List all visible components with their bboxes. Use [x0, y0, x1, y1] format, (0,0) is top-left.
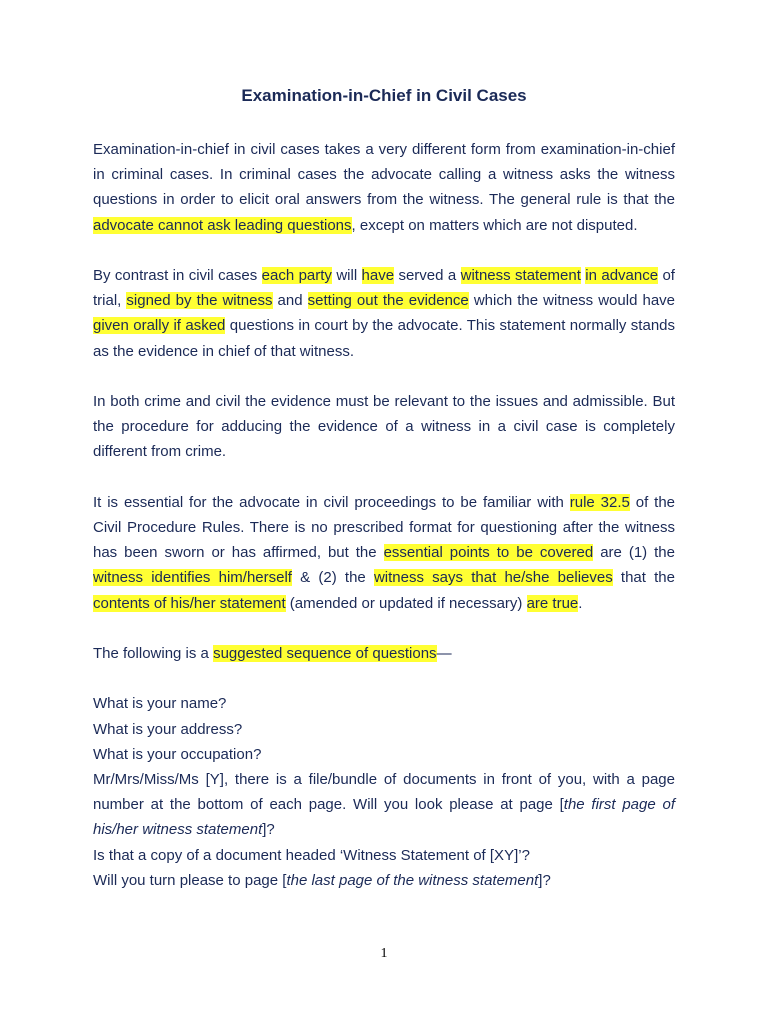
text-segment: ]? — [538, 871, 551, 889]
text-segment: that the — [612, 569, 675, 587]
text-segment: are (1) the — [593, 544, 675, 562]
document-body — [93, 137, 675, 893]
highlighted-text: advocate cannot ask leading questions — [93, 216, 352, 234]
text-segment: What is your occupation? — [93, 745, 262, 763]
page-number: 1 — [380, 946, 388, 961]
body-paragraph — [93, 641, 675, 666]
text-segment: (amended or updated if necessary) — [285, 594, 527, 612]
question-item — [93, 843, 675, 868]
text-segment: What is your address? — [93, 720, 243, 738]
highlighted-text: setting out the evidence — [307, 292, 469, 310]
highlighted-text: rule 32.5 — [569, 493, 630, 511]
highlighted-text: in advance — [585, 267, 659, 284]
question-list — [93, 691, 675, 893]
question-item — [93, 868, 675, 893]
question-item — [93, 717, 675, 742]
body-paragraph — [93, 137, 675, 238]
text-segment: By contrast in civil cases — [93, 267, 262, 284]
text-segment: served a — [394, 267, 461, 284]
italic-placeholder-text: the first page of his/her witness statement — [93, 796, 675, 839]
text-segment: In both crime and civil the evidence must be relevant to the issues and admissible. But the procedure for adducing the evidence of a witness in a civil case is completely different from crime. — [93, 393, 675, 461]
text-segment: Mr/Mrs/Miss/Ms [Y], there is a file/bundle of documents in front of you, with a page number at the bottom of each page. Will you look please at page [ — [93, 771, 675, 814]
text-segment: & (2) the — [291, 569, 374, 587]
highlighted-text: contents of his/her statement — [93, 594, 286, 612]
highlighted-text: witness statement — [460, 267, 581, 284]
body-paragraph — [93, 490, 675, 616]
paragraph-container — [93, 137, 675, 666]
text-segment: Is that a copy of a document headed ‘Witness Statement of [XY]’? — [93, 846, 530, 864]
highlighted-text: given orally if asked — [93, 317, 226, 335]
question-item — [93, 767, 675, 843]
highlighted-text: are true — [526, 594, 579, 612]
text-segment: of trial, — [93, 267, 675, 310]
question-item — [93, 691, 675, 716]
text-segment: and — [272, 292, 308, 310]
text-segment: questions in court by the advocate. This statement normally stands as the evidence in chief of that witness. — [93, 317, 676, 360]
highlighted-text: have — [361, 267, 395, 284]
text-segment: The following is a — [93, 645, 214, 662]
text-segment: ]? — [262, 821, 275, 839]
highlighted-text: essential points to be covered — [383, 544, 594, 562]
highlighted-text: signed by the witness — [126, 292, 273, 310]
text-segment: Will you turn please to page [ — [93, 871, 287, 889]
text-segment: will — [331, 267, 362, 284]
highlighted-text: suggested sequence of questions — [213, 645, 437, 662]
highlighted-text: witness identifies him/herself — [93, 569, 292, 587]
text-segment: of the Civil Procedure Rules. There is no prescribed format for questioning after the witness has been sworn or has affirmed, but the — [93, 493, 676, 562]
text-segment: , except on matters which are not disputed. — [351, 216, 638, 234]
document-title: Examination-in-Chief in Civil Cases — [241, 86, 527, 105]
text-segment: It is essential for the advocate in civil proceedings to be familiar with — [93, 493, 570, 511]
text-segment: What is your name? — [93, 695, 227, 713]
highlighted-text: witness says that he/she believes — [373, 569, 613, 587]
italic-placeholder-text: the last page of the witness statement — [286, 871, 539, 889]
text-segment: — — [436, 645, 452, 662]
body-paragraph — [93, 263, 675, 364]
highlighted-text: each party — [261, 267, 332, 284]
question-item — [93, 742, 675, 767]
body-paragraph — [93, 389, 675, 465]
text-segment: which the witness would have — [468, 292, 676, 310]
text-segment: Examination-in-chief in civil cases takes a very different form from examination-in-chief in criminal cases. In criminal cases the advocate calling a witness asks the witness questions in order to elicit oral answers from the witness. The general rule is that the — [93, 141, 675, 209]
text-segment: . — [578, 594, 583, 612]
